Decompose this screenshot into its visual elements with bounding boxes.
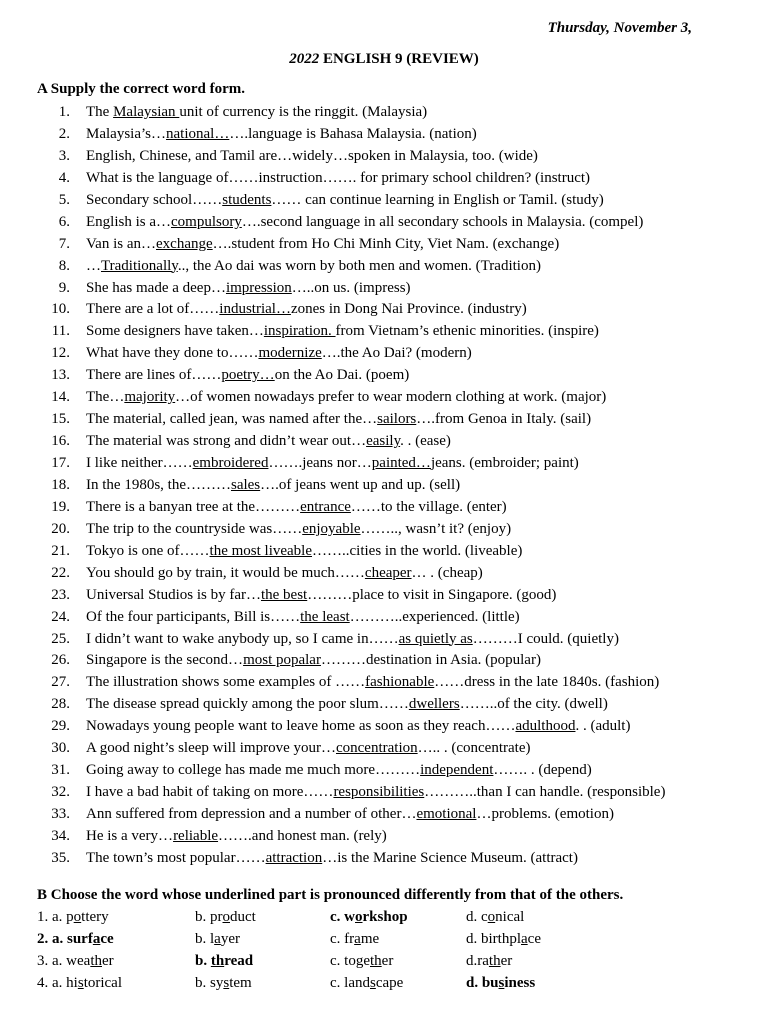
item-text: [86, 190, 604, 210]
underlined-part: o: [355, 909, 363, 925]
list-item: [0, 256, 768, 278]
item-text: [86, 475, 460, 495]
answer-text: impression: [225, 279, 292, 296]
item-fragment: ….of jeans went up and up. (sell): [260, 476, 461, 493]
item-fragment: There is a banyan tree at the………: [86, 498, 301, 515]
item-fragment: . . (ease): [400, 433, 451, 450]
option-word-part: birthpl: [481, 931, 521, 947]
item-fragment: Ann suffered from depression and a number of other…: [86, 806, 417, 822]
item-fragment: …problems. (emotion): [476, 806, 614, 822]
item-text: [86, 387, 606, 407]
option-word-part: c: [481, 909, 488, 925]
item-fragment: ………place to visit in Singapore. (good): [307, 586, 557, 603]
underlined-part: o: [487, 909, 496, 925]
item-number: 6.: [58, 213, 70, 230]
item-fragment: ….language is Bahasa Malaysia. (nation): [229, 125, 477, 142]
item-fragment: ….the Ao Dai? (modern): [321, 345, 472, 362]
item-text: [86, 607, 520, 627]
answer-option: [195, 951, 253, 971]
answer-text: dwellers: [408, 696, 460, 713]
list-item: [0, 387, 768, 409]
item-number: 8.: [58, 257, 70, 274]
option-word-part: hi: [66, 975, 78, 991]
answer-option: [195, 907, 256, 927]
answer-text: enjoyable: [302, 520, 361, 537]
item-fragment: …….., wasn’t it? (enjoy): [360, 520, 512, 537]
underlined-part: th: [210, 953, 225, 969]
option-word-part: land: [344, 975, 370, 991]
item-number: 23.: [51, 586, 70, 603]
answer-option: [37, 907, 109, 927]
list-item: [0, 607, 768, 629]
list-item: [0, 519, 768, 541]
item-fragment: Secondary school……: [86, 191, 223, 208]
option-label: b.: [195, 931, 210, 947]
item-fragment: I didn’t want to wake anybody up, so I came in……: [86, 630, 399, 647]
option-word-part: pr: [210, 909, 223, 925]
option-word-part: me: [360, 931, 380, 947]
item-fragment: Tokyo is one of……: [86, 542, 210, 559]
section-a-heading: A Supply the correct word form.: [37, 81, 246, 97]
item-text: [86, 256, 541, 276]
item-fragment: ……dress in the late 1840s. (fashion): [434, 674, 660, 691]
item-text: [86, 497, 507, 517]
item-number: 24.: [51, 608, 70, 625]
item-number: 21.: [51, 542, 70, 559]
answer-text: adulthood: [515, 718, 576, 735]
underlined-part: o: [222, 909, 230, 925]
item-fragment: Singapore is the second…: [86, 652, 244, 669]
item-fragment: Van is an…: [86, 235, 156, 252]
item-number: 34.: [51, 827, 70, 844]
item-text: [86, 146, 538, 166]
answer-text: most popalar: [243, 652, 321, 669]
title-text: ENGLISH 9 (REVIEW): [319, 51, 479, 67]
item-fragment: …: [86, 257, 101, 274]
item-fragment: The town’s most popular……: [86, 849, 266, 866]
item-text: [86, 782, 665, 802]
item-text: [86, 694, 608, 714]
item-fragment: ….. . (concentrate): [417, 740, 531, 757]
option-word-part: rkshop: [362, 909, 408, 925]
answer-text: as quietly as: [398, 630, 473, 647]
underlined-part: th: [488, 953, 501, 969]
list-item: [0, 585, 768, 607]
item-fragment: …..on us. (impress): [291, 279, 411, 296]
answer-text: embroidered: [192, 455, 269, 471]
answer-text: painted…: [371, 455, 431, 471]
item-number: 30.: [51, 740, 70, 757]
item-fragment: In the 1980s, the………: [86, 476, 231, 493]
item-number: 3.: [58, 147, 70, 164]
item-number: 15.: [51, 411, 70, 428]
option-word-part: l: [210, 931, 215, 947]
underlined-part: o: [73, 909, 82, 925]
item-text: [86, 585, 556, 605]
item-text: [86, 541, 522, 561]
item-fragment: ….second language in all secondary schools in Malaysia. (compel): [241, 213, 644, 230]
option-word-part: surf: [67, 931, 93, 947]
list-item: [0, 278, 768, 300]
section-a-list: [0, 102, 768, 870]
list-item: [0, 431, 768, 453]
option-label: b.: [195, 953, 211, 969]
question-row: [37, 973, 757, 995]
item-text: [86, 321, 599, 341]
list-item: [0, 475, 768, 497]
item-fragment: What have they done to……: [86, 345, 259, 362]
option-label: d.: [466, 931, 481, 947]
answer-text: students: [222, 191, 272, 208]
answer-text: cheaper: [364, 564, 412, 581]
underlined-part: a: [214, 931, 221, 947]
option-label: b.: [195, 975, 210, 991]
item-fragment: The…: [86, 389, 125, 406]
item-number: 12.: [51, 345, 70, 362]
option-word-part: p: [66, 909, 74, 925]
answer-text: sailors: [377, 411, 417, 428]
answer-text: concentration: [335, 740, 418, 757]
item-number: 16.: [51, 433, 70, 450]
answer-option: [330, 929, 379, 949]
item-number: 1.: [58, 104, 70, 120]
item-number: 2.: [58, 125, 70, 142]
item-fragment: ……..of the city. (dwell): [459, 696, 608, 713]
item-fragment: ………I could. (quietly): [472, 630, 619, 647]
option-label: b.: [195, 909, 210, 925]
option-word-part: nical: [495, 909, 525, 925]
item-number: 25.: [51, 630, 70, 647]
item-fragment: .., the Ao dai was worn by both men and women. (Tradition): [177, 257, 541, 274]
option-word-part: toge: [344, 953, 370, 969]
option-label: d.: [466, 975, 482, 991]
underlined-part: th: [90, 953, 102, 969]
item-fragment: …….jeans nor…: [268, 455, 372, 471]
item-text: [86, 365, 409, 385]
list-item: [0, 321, 768, 343]
underlined-part: s: [370, 975, 376, 991]
item-text: [86, 234, 559, 254]
item-text: [86, 102, 427, 122]
answer-text: easily: [366, 433, 401, 450]
answer-text: attraction: [265, 849, 323, 866]
option-word-part: sy: [210, 975, 224, 991]
item-fragment: ……. . (depend): [493, 762, 592, 779]
option-word-part: ttery: [81, 909, 109, 925]
list-item: [0, 848, 768, 870]
option-word-part: bu: [481, 975, 499, 991]
answer-text: entrance: [300, 498, 351, 515]
item-fragment: …is the Marine Science Museum. (attract): [322, 849, 578, 866]
item-number: 11.: [51, 323, 70, 340]
underlined-part: s: [498, 975, 505, 991]
item-text: [86, 168, 590, 188]
answer-text: modernize: [258, 345, 322, 362]
answer-text: compulsory: [171, 213, 242, 230]
option-word-part: torical: [83, 975, 123, 991]
item-fragment: The trip to the countryside was……: [86, 520, 303, 537]
item-text: [86, 519, 511, 539]
item-number: 18.: [51, 476, 70, 493]
item-text: [86, 453, 579, 473]
item-text: [86, 738, 530, 758]
option-word-part: iness: [504, 975, 536, 991]
list-item: [0, 102, 768, 124]
list-item: [0, 563, 768, 585]
item-fragment: zones in Dong Nai Province. (industry): [290, 301, 527, 318]
answer-text: exchange: [156, 235, 213, 252]
item-text: [86, 650, 541, 670]
item-number: 33.: [51, 806, 70, 822]
item-fragment: She has made a deep…: [86, 279, 226, 296]
item-number: 7.: [58, 235, 70, 252]
item-fragment: Some designers have taken…: [86, 323, 264, 340]
answer-text: independent: [420, 762, 494, 779]
answer-option: [37, 929, 114, 949]
item-text: [86, 212, 643, 232]
item-fragment: Going away to college has made me much more………: [86, 762, 421, 779]
option-word-part: er: [102, 953, 114, 969]
list-item: [0, 738, 768, 760]
item-fragment: The material was strong and didn’t wear out…: [86, 433, 367, 450]
item-text: [86, 629, 619, 649]
item-text: [86, 299, 527, 319]
item-number: 4.: [58, 169, 70, 186]
item-text: [86, 431, 451, 451]
item-fragment: The disease spread quickly among the poor slum……: [86, 696, 409, 713]
item-number: 35.: [51, 849, 70, 866]
item-fragment: …… can continue learning in English or Tamil. (study): [271, 191, 604, 208]
item-fragment: …of women nowadays prefer to wear modern clothing at work. (major): [175, 389, 607, 406]
option-word-part: er: [381, 953, 394, 969]
list-item: [0, 409, 768, 431]
list-item: [0, 782, 768, 804]
item-fragment: English, Chinese, and Tamil are…widely…spoken in Malaysia, too. (wide): [86, 147, 538, 164]
answer-text: national…: [166, 125, 230, 142]
item-text: [86, 804, 614, 824]
item-fragment: What is the language of……instruction……. for primary school children? (instruct): [86, 169, 591, 186]
item-number: 29.: [51, 718, 70, 735]
item-fragment: The material, called jean, was named after the…: [86, 411, 378, 428]
item-fragment: ……to the village. (enter): [350, 498, 507, 515]
answer-option: [466, 951, 512, 971]
item-fragment: on the Ao Dai. (poem): [274, 367, 410, 384]
answer-text: majority: [124, 389, 176, 406]
list-item: [0, 234, 768, 256]
answer-text: industrial…: [219, 301, 291, 318]
option-word-part: ce: [527, 931, 541, 947]
list-item: [0, 716, 768, 738]
answer-text: responsibilities: [333, 784, 425, 801]
section-b-grid: [37, 907, 757, 995]
item-text: [86, 563, 483, 583]
item-text: [86, 409, 591, 429]
answer-text: the best: [260, 586, 308, 603]
item-text: [86, 672, 659, 692]
item-text: [86, 826, 387, 846]
underlined-part: th: [370, 953, 382, 969]
list-item: [0, 168, 768, 190]
list-item: [0, 541, 768, 563]
item-fragment: ……..cities in the world. (liveable): [312, 542, 523, 559]
list-item: [0, 124, 768, 146]
underlined-part: a: [521, 931, 528, 947]
answer-option: [37, 951, 114, 971]
list-item: [0, 694, 768, 716]
item-number: 28.: [51, 696, 70, 713]
item-number: 5.: [58, 191, 70, 208]
option-word-part: w: [344, 909, 356, 925]
item-text: [86, 848, 578, 868]
item-fragment: … . (cheap): [411, 564, 483, 581]
item-number: 26.: [51, 652, 70, 669]
item-fragment: Of the four participants, Bill is……: [86, 608, 301, 625]
worksheet-date: Thursday, November 3,: [547, 20, 692, 36]
answer-text: emotional: [416, 806, 477, 822]
option-label: d.: [466, 953, 478, 969]
item-fragment: ………..than I can handle. (responsible): [424, 784, 666, 801]
answer-text: fashionable: [365, 674, 435, 691]
list-item: [0, 146, 768, 168]
item-text: [86, 124, 477, 144]
list-item: [0, 365, 768, 387]
answer-option: [466, 929, 541, 949]
option-label: 4. a.: [37, 975, 67, 991]
item-fragment: He is a very…: [86, 827, 174, 844]
item-fragment: unit of currency is the ringgit. (Malaysia): [179, 104, 428, 120]
worksheet-title: [0, 51, 768, 68]
option-word-part: cape: [375, 975, 404, 991]
item-fragment: Universal Studios is by far…: [86, 586, 261, 603]
option-word-part: wea: [66, 953, 91, 969]
underlined-part: s: [223, 975, 230, 991]
answer-option: [466, 907, 524, 927]
question-row: [37, 907, 757, 929]
option-word-part: yer: [220, 931, 240, 947]
list-item: [0, 299, 768, 321]
item-number: 13.: [51, 367, 70, 384]
item-fragment: I have a bad habit of taking on more……: [86, 784, 334, 801]
list-item: [0, 804, 768, 826]
list-item: [0, 826, 768, 848]
underlined-part: s: [77, 975, 84, 991]
item-number: 10.: [51, 301, 70, 318]
item-fragment: The illustration shows some examples of ……: [86, 674, 366, 691]
question-row: [37, 951, 757, 973]
item-fragment: I like neither……: [86, 455, 193, 471]
answer-text: reliable: [173, 827, 219, 844]
option-word-part: duct: [230, 909, 256, 925]
option-label: 3. a.: [37, 953, 67, 969]
item-text: [86, 716, 630, 736]
option-word-part: read: [224, 953, 254, 969]
item-number: 19.: [51, 498, 70, 515]
list-item: [0, 343, 768, 365]
item-text: [86, 760, 592, 780]
answer-text: sales: [230, 476, 261, 493]
answer-option: [195, 929, 240, 949]
answer-option: [466, 973, 535, 993]
option-label: c.: [330, 975, 345, 991]
item-fragment: . . (adult): [575, 718, 631, 735]
option-label: c.: [330, 931, 345, 947]
answer-option: [330, 973, 403, 993]
option-label: 1. a.: [37, 909, 67, 925]
list-item: [0, 672, 768, 694]
item-fragment: The: [86, 104, 114, 120]
item-fragment: A good night’s sleep will improve your…: [86, 740, 336, 757]
item-number: 32.: [51, 784, 70, 801]
item-number: 9.: [58, 279, 70, 296]
answer-option: [195, 973, 252, 993]
item-fragment: Nowadays young people want to leave home as soon as they reach……: [86, 718, 516, 735]
option-word-part: tem: [229, 975, 252, 991]
item-fragment: English is a…: [86, 213, 171, 230]
list-item: [0, 650, 768, 672]
item-fragment: from Vietnam’s ethenic minorities. (inspire): [335, 323, 599, 340]
option-word-part: er: [500, 953, 513, 969]
underlined-part: a: [92, 931, 101, 947]
answer-option: [37, 973, 122, 993]
item-number: 20.: [51, 520, 70, 537]
item-fragment: There are lines of……: [86, 367, 222, 384]
item-fragment: You should go by train, it would be much……: [86, 564, 365, 581]
section-b-heading: B Choose the word whose underlined part is pronounced differently from that of the others.: [37, 887, 624, 903]
answer-option: [330, 907, 408, 927]
answer-text: inspiration.: [263, 323, 336, 340]
underlined-part: a: [354, 931, 361, 947]
item-fragment: ….from Genoa in Italy. (sail): [416, 411, 592, 428]
answer-text: Malaysian: [113, 104, 180, 120]
item-fragment: …….and honest man. (rely): [218, 827, 387, 844]
option-label: 2. a.: [37, 931, 67, 947]
list-item: [0, 190, 768, 212]
answer-text: poetry…: [221, 367, 275, 384]
list-item: [0, 453, 768, 475]
list-item: [0, 212, 768, 234]
item-fragment: ………..experienced. (little): [349, 608, 520, 625]
item-number: 31.: [51, 762, 70, 779]
item-number: 27.: [51, 674, 70, 691]
item-fragment: Malaysia’s…: [86, 125, 166, 142]
option-word-part: ra: [477, 953, 489, 969]
item-number: 17.: [51, 455, 70, 471]
item-number: 22.: [51, 564, 70, 581]
question-row: [37, 929, 757, 951]
item-fragment: ………destination in Asia. (popular): [320, 652, 541, 669]
answer-text: the most liveable: [209, 542, 313, 559]
option-word-part: ce: [100, 931, 114, 947]
title-year: 2022: [289, 51, 320, 67]
item-fragment: ….student from Ho Chi Minh City, Viet Nam. (exchange): [212, 235, 560, 252]
option-word-part: fr: [344, 931, 355, 947]
list-item: [0, 497, 768, 519]
item-text: [86, 343, 472, 363]
item-number: 14.: [51, 389, 70, 406]
answer-text: Traditionally: [101, 257, 178, 274]
item-fragment: There are a lot of……: [86, 301, 220, 318]
list-item: [0, 629, 768, 651]
option-label: c.: [330, 909, 345, 925]
answer-text: the least: [300, 608, 350, 625]
item-text: [86, 278, 411, 298]
list-item: [0, 760, 768, 782]
item-fragment: jeans. (embroider; paint): [430, 455, 579, 471]
option-label: d.: [466, 909, 481, 925]
answer-option: [330, 951, 393, 971]
option-label: c.: [330, 953, 345, 969]
